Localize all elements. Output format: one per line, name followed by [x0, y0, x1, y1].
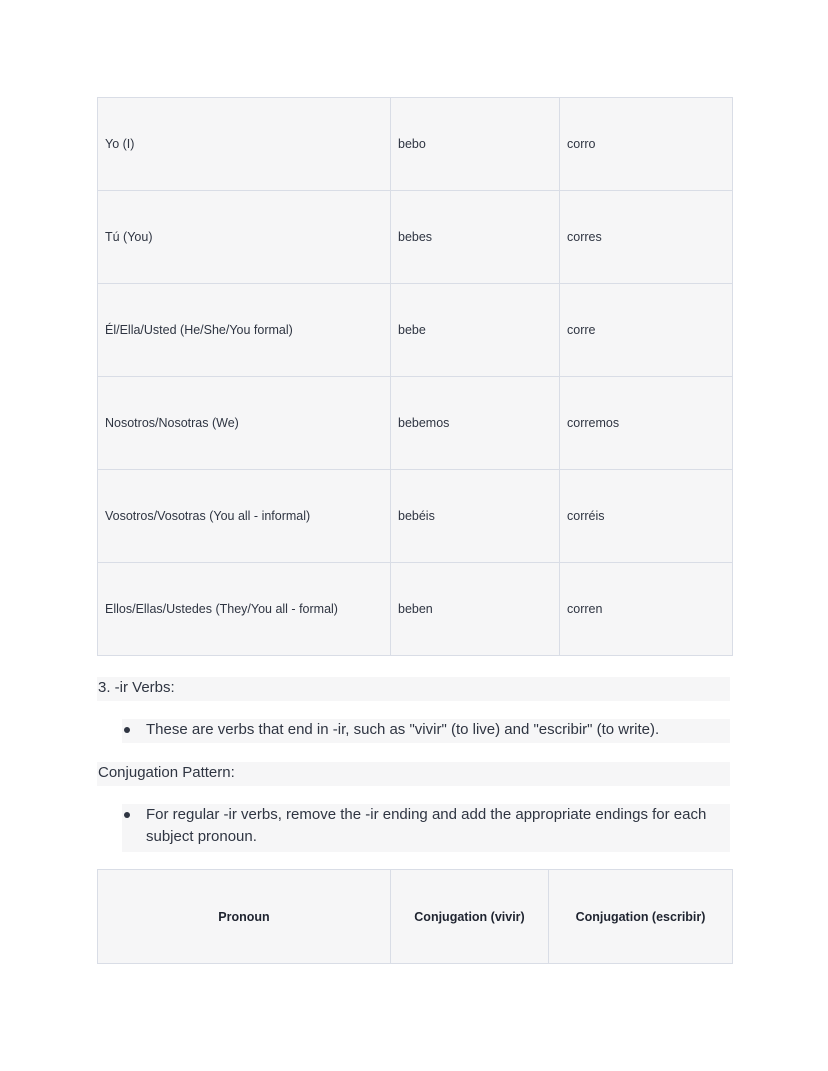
pronoun-cell: Ellos/Ellas/Ustedes (They/You all - formal)	[98, 563, 391, 656]
conjugation-correr-cell: corren	[560, 563, 733, 656]
er-conjugation-table	[97, 97, 733, 656]
conjugation-correr-cell: corres	[560, 191, 733, 284]
column-header-pronoun: Pronoun	[98, 870, 391, 964]
bullet-item	[122, 719, 730, 743]
conjugation-beber-cell: bebo	[391, 98, 560, 191]
bullet-item	[122, 804, 730, 852]
conjugation-correr-cell: corre	[560, 284, 733, 377]
conjugation-beber-cell: beben	[391, 563, 560, 656]
table-row	[98, 284, 733, 377]
table-row	[98, 563, 733, 656]
column-header-vivir: Conjugation (vivir)	[391, 870, 549, 964]
conjugation-correr-cell: corréis	[560, 470, 733, 563]
bullet-text: For regular -ir verbs, remove the -ir ending and add the appropriate endings for each subject pronoun.	[146, 806, 707, 845]
pronoun-cell: Vosotros/Vosotras (You all - informal)	[98, 470, 391, 563]
table-row	[98, 191, 733, 284]
conjugation-beber-cell: bebéis	[391, 470, 560, 563]
conjugation-correr-cell: corro	[560, 98, 733, 191]
pronoun-cell: Yo (I)	[98, 98, 391, 191]
bullet-dot-icon	[124, 727, 130, 733]
table-header-row	[98, 870, 733, 964]
bullet-text: These are verbs that end in -ir, such as "vivir" (to live) and "escribir" (to write).	[146, 721, 660, 738]
pronoun-cell: Nosotros/Nosotras (We)	[98, 377, 391, 470]
conjugation-pattern-heading: Conjugation Pattern:	[97, 762, 730, 786]
conjugation-beber-cell: bebemos	[391, 377, 560, 470]
conjugation-beber-cell: bebes	[391, 191, 560, 284]
bullet-dot-icon	[124, 812, 130, 818]
pronoun-cell: Tú (You)	[98, 191, 391, 284]
section-heading: 3. -ir Verbs:	[97, 677, 730, 701]
table-row	[98, 377, 733, 470]
conjugation-beber-cell: bebe	[391, 284, 560, 377]
conjugation-correr-cell: corremos	[560, 377, 733, 470]
pronoun-cell: Él/Ella/Usted (He/She/You formal)	[98, 284, 391, 377]
column-header-escribir: Conjugation (escribir)	[549, 870, 733, 964]
table-row	[98, 470, 733, 563]
ir-conjugation-table	[97, 869, 733, 964]
table-row	[98, 98, 733, 191]
